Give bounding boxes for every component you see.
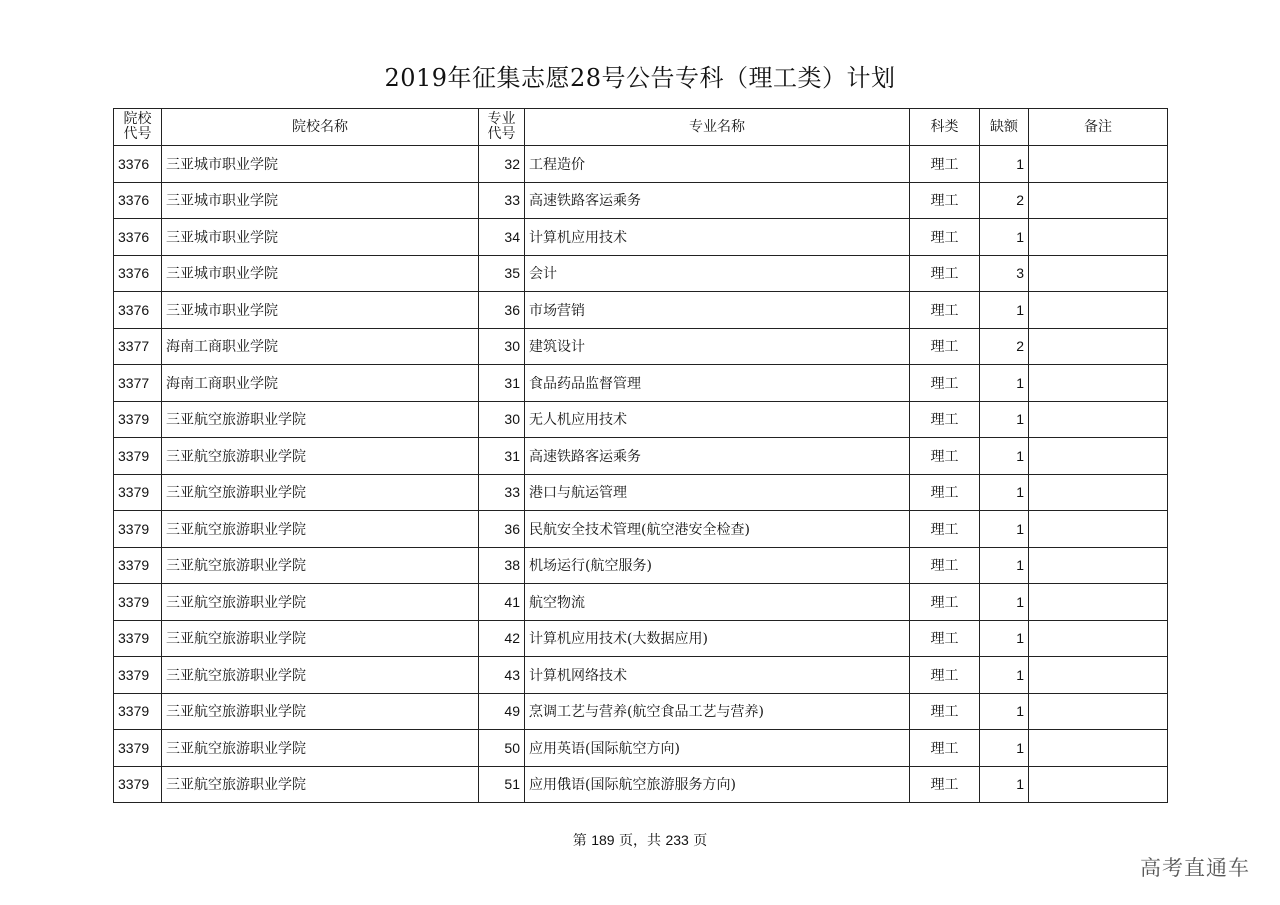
cell-vacancy: 3 — [980, 255, 1029, 292]
cell-school-code: 3379 — [114, 401, 162, 438]
cell-school-code: 3379 — [114, 547, 162, 584]
cell-school-name: 三亚航空旅游职业学院 — [162, 730, 479, 767]
cell-vacancy: 1 — [980, 766, 1029, 803]
cell-vacancy: 1 — [980, 219, 1029, 256]
cell-school-code: 3379 — [114, 474, 162, 511]
page-title: 2019年征集志愿28号公告专科（理工类）计划 — [384, 64, 896, 92]
cell-school-name: 三亚城市职业学院 — [162, 219, 479, 256]
cell-major-name: 食品药品监督管理 — [525, 365, 910, 402]
cell-major-name: 高速铁路客运乘务 — [525, 438, 910, 475]
plan-table — [113, 108, 1168, 803]
cell-school-name: 海南工商职业学院 — [162, 365, 479, 402]
cell-remarks — [1029, 401, 1168, 438]
cell-category: 理工 — [910, 182, 980, 219]
header-major-code: 专业 代号 — [479, 109, 525, 146]
cell-vacancy: 1 — [980, 401, 1029, 438]
cell-school-name: 三亚城市职业学院 — [162, 255, 479, 292]
cell-vacancy: 1 — [980, 365, 1029, 402]
table-row — [114, 657, 1168, 694]
table-row — [114, 401, 1168, 438]
cell-school-code: 3376 — [114, 182, 162, 219]
cell-major-name: 机场运行(航空服务) — [525, 547, 910, 584]
cell-major-name: 烹调工艺与营养(航空食品工艺与营养) — [525, 693, 910, 730]
cell-major-code: 36 — [479, 292, 525, 329]
table-row — [114, 146, 1168, 183]
cell-category: 理工 — [910, 511, 980, 548]
table-row — [114, 511, 1168, 548]
cell-category: 理工 — [910, 146, 980, 183]
cell-category: 理工 — [910, 219, 980, 256]
table-row — [114, 365, 1168, 402]
cell-vacancy: 1 — [980, 438, 1029, 475]
table-row — [114, 474, 1168, 511]
cell-major-name: 应用俄语(国际航空旅游服务方向) — [525, 766, 910, 803]
table-row — [114, 255, 1168, 292]
cell-school-name: 三亚航空旅游职业学院 — [162, 511, 479, 548]
cell-vacancy: 1 — [980, 474, 1029, 511]
cell-category: 理工 — [910, 474, 980, 511]
cell-major-code: 34 — [479, 219, 525, 256]
cell-major-name: 航空物流 — [525, 584, 910, 621]
cell-remarks — [1029, 693, 1168, 730]
cell-remarks — [1029, 730, 1168, 767]
cell-school-code: 3376 — [114, 146, 162, 183]
cell-major-code: 36 — [479, 511, 525, 548]
table-row — [114, 328, 1168, 365]
footer-page-number: 189 — [591, 832, 615, 848]
cell-vacancy: 2 — [980, 328, 1029, 365]
cell-category: 理工 — [910, 693, 980, 730]
cell-remarks — [1029, 511, 1168, 548]
cell-remarks — [1029, 146, 1168, 183]
cell-major-code: 35 — [479, 255, 525, 292]
cell-major-name: 民航安全技术管理(航空港安全检查) — [525, 511, 910, 548]
cell-vacancy: 1 — [980, 292, 1029, 329]
table-row — [114, 182, 1168, 219]
header-school-name: 院校名称 — [162, 109, 479, 146]
cell-major-code: 50 — [479, 730, 525, 767]
cell-vacancy: 2 — [980, 182, 1029, 219]
cell-school-code: 3379 — [114, 657, 162, 694]
cell-school-name: 三亚航空旅游职业学院 — [162, 620, 479, 657]
table-row — [114, 766, 1168, 803]
cell-vacancy: 1 — [980, 657, 1029, 694]
cell-vacancy: 1 — [980, 620, 1029, 657]
cell-school-name: 三亚城市职业学院 — [162, 292, 479, 329]
cell-major-name: 无人机应用技术 — [525, 401, 910, 438]
cell-school-code: 3379 — [114, 620, 162, 657]
footer-middle: 页，共 — [619, 833, 661, 849]
cell-remarks — [1029, 766, 1168, 803]
cell-major-code: 30 — [479, 401, 525, 438]
footer-suffix: 页 — [693, 833, 708, 849]
watermark: 高考直通车 — [1140, 856, 1250, 880]
cell-vacancy: 1 — [980, 511, 1029, 548]
cell-major-code: 32 — [479, 146, 525, 183]
cell-category: 理工 — [910, 584, 980, 621]
cell-vacancy: 1 — [980, 730, 1029, 767]
cell-school-code: 3379 — [114, 511, 162, 548]
cell-major-code: 38 — [479, 547, 525, 584]
table-row — [114, 292, 1168, 329]
cell-category: 理工 — [910, 401, 980, 438]
header-vacancy: 缺额 — [980, 109, 1029, 146]
footer-total-pages: 233 — [665, 832, 689, 848]
cell-remarks — [1029, 328, 1168, 365]
cell-school-name: 三亚航空旅游职业学院 — [162, 657, 479, 694]
cell-remarks — [1029, 255, 1168, 292]
cell-school-code: 3379 — [114, 584, 162, 621]
cell-major-code: 51 — [479, 766, 525, 803]
cell-major-name: 工程造价 — [525, 146, 910, 183]
table-row — [114, 438, 1168, 475]
table-row — [114, 584, 1168, 621]
cell-school-code: 3379 — [114, 438, 162, 475]
footer-prefix: 第 — [572, 833, 587, 849]
cell-vacancy: 1 — [980, 584, 1029, 621]
cell-major-name: 应用英语(国际航空方向) — [525, 730, 910, 767]
cell-remarks — [1029, 438, 1168, 475]
table-row — [114, 730, 1168, 767]
cell-school-code: 3379 — [114, 730, 162, 767]
cell-school-name: 海南工商职业学院 — [162, 328, 479, 365]
cell-category: 理工 — [910, 620, 980, 657]
cell-major-name: 港口与航运管理 — [525, 474, 910, 511]
cell-school-name: 三亚航空旅游职业学院 — [162, 693, 479, 730]
cell-remarks — [1029, 292, 1168, 329]
table-row — [114, 693, 1168, 730]
cell-major-code: 41 — [479, 584, 525, 621]
cell-major-name: 计算机应用技术(大数据应用) — [525, 620, 910, 657]
cell-remarks — [1029, 584, 1168, 621]
cell-school-code: 3376 — [114, 292, 162, 329]
cell-school-name: 三亚航空旅游职业学院 — [162, 584, 479, 621]
cell-school-name: 三亚航空旅游职业学院 — [162, 766, 479, 803]
cell-remarks — [1029, 182, 1168, 219]
cell-major-name: 会计 — [525, 255, 910, 292]
header-remarks: 备注 — [1029, 109, 1168, 146]
cell-major-name: 计算机网络技术 — [525, 657, 910, 694]
cell-major-code: 43 — [479, 657, 525, 694]
cell-remarks — [1029, 657, 1168, 694]
cell-major-code: 33 — [479, 474, 525, 511]
cell-category: 理工 — [910, 255, 980, 292]
cell-major-name: 建筑设计 — [525, 328, 910, 365]
cell-school-code: 3379 — [114, 766, 162, 803]
cell-school-code: 3377 — [114, 328, 162, 365]
cell-category: 理工 — [910, 547, 980, 584]
cell-school-code: 3376 — [114, 219, 162, 256]
cell-remarks — [1029, 620, 1168, 657]
cell-major-name: 市场营销 — [525, 292, 910, 329]
cell-remarks — [1029, 219, 1168, 256]
cell-major-code: 33 — [479, 182, 525, 219]
cell-school-name: 三亚航空旅游职业学院 — [162, 474, 479, 511]
header-major-name: 专业名称 — [525, 109, 910, 146]
cell-school-name: 三亚航空旅游职业学院 — [162, 547, 479, 584]
cell-vacancy: 1 — [980, 146, 1029, 183]
cell-category: 理工 — [910, 292, 980, 329]
cell-major-name: 高速铁路客运乘务 — [525, 182, 910, 219]
cell-major-code: 30 — [479, 328, 525, 365]
cell-school-code: 3377 — [114, 365, 162, 402]
header-school-code: 院校 代号 — [114, 109, 162, 146]
cell-school-name: 三亚航空旅游职业学院 — [162, 401, 479, 438]
cell-remarks — [1029, 474, 1168, 511]
cell-vacancy: 1 — [980, 693, 1029, 730]
cell-major-code: 31 — [479, 438, 525, 475]
cell-remarks — [1029, 547, 1168, 584]
cell-category: 理工 — [910, 438, 980, 475]
cell-major-code: 42 — [479, 620, 525, 657]
cell-major-code: 49 — [479, 693, 525, 730]
cell-vacancy: 1 — [980, 547, 1029, 584]
table-row — [114, 620, 1168, 657]
cell-category: 理工 — [910, 730, 980, 767]
cell-school-name: 三亚城市职业学院 — [162, 182, 479, 219]
cell-category: 理工 — [910, 328, 980, 365]
cell-school-code: 3379 — [114, 693, 162, 730]
cell-category: 理工 — [910, 657, 980, 694]
page-footer — [0, 830, 1280, 850]
header-category: 科类 — [910, 109, 980, 146]
cell-major-name: 计算机应用技术 — [525, 219, 910, 256]
cell-major-code: 31 — [479, 365, 525, 402]
table-header-row — [114, 109, 1168, 146]
cell-remarks — [1029, 365, 1168, 402]
table-row — [114, 547, 1168, 584]
cell-category: 理工 — [910, 365, 980, 402]
cell-category: 理工 — [910, 766, 980, 803]
cell-school-name: 三亚航空旅游职业学院 — [162, 438, 479, 475]
table-row — [114, 219, 1168, 256]
cell-school-code: 3376 — [114, 255, 162, 292]
cell-school-name: 三亚城市职业学院 — [162, 146, 479, 183]
